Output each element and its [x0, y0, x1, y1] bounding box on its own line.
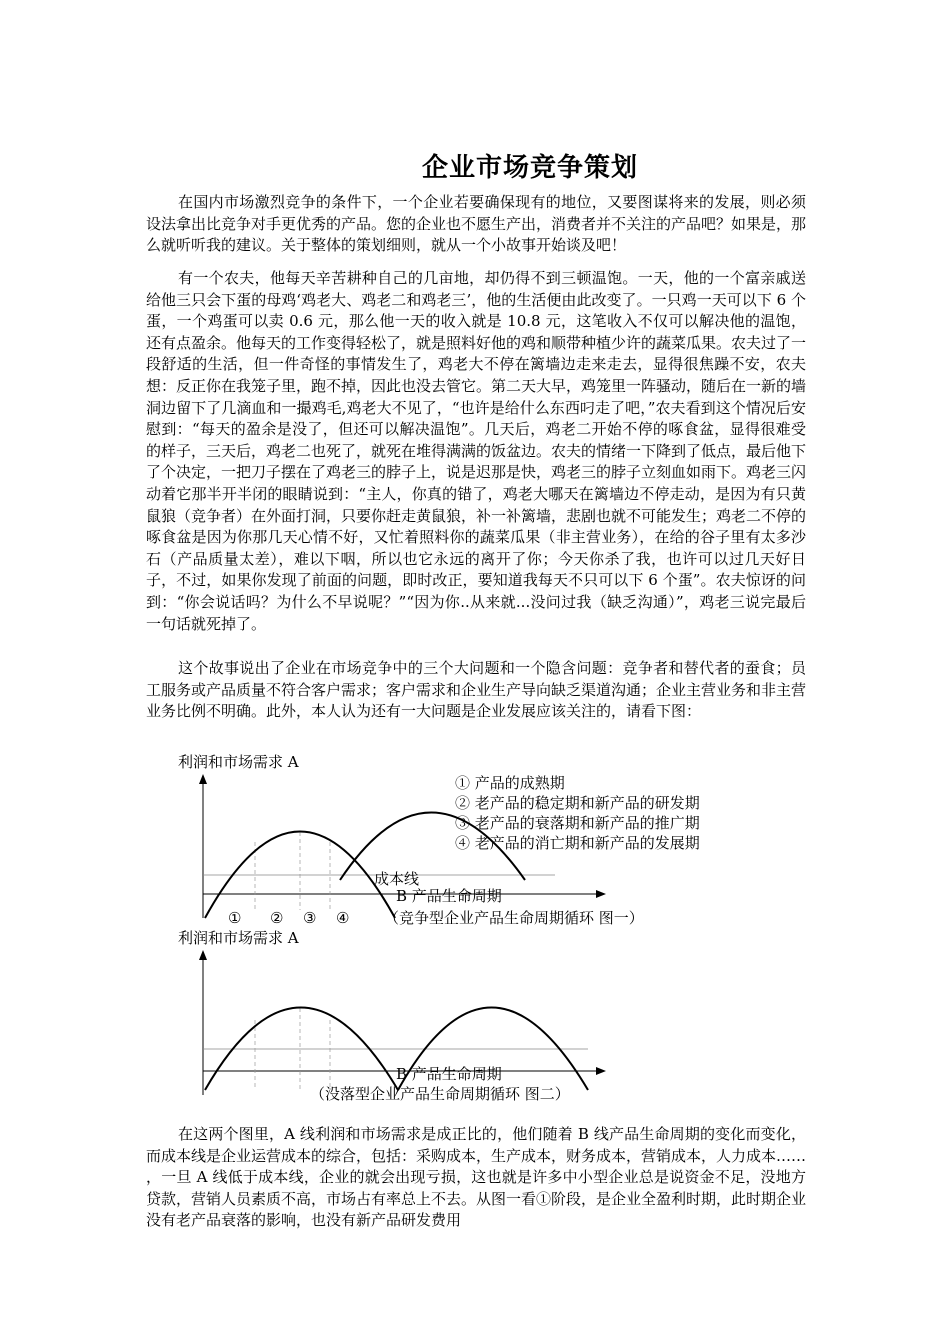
figure1-caption: （竞争型企业产品生命周期循环 图一）: [384, 909, 644, 927]
figure1-legend-4: ④ 老产品的消亡期和新产品的发展期: [455, 834, 700, 852]
figure1-legend-1: ① 产品的成熟期: [455, 774, 565, 792]
figure1-stage-mark-2: ②: [270, 909, 284, 927]
figure1-y-label: 利润和市场需求 A: [178, 753, 299, 771]
figure1-y-arrow: [199, 774, 207, 784]
figure1-legend-3: ③ 老产品的衰落期和新产品的推广期: [455, 814, 700, 832]
figure1-x-arrow: [596, 890, 606, 898]
figure2-y-label: 利润和市场需求 A: [178, 929, 299, 947]
figure2-caption: （没落型企业产品生命周期循环 图二）: [310, 1085, 570, 1103]
figure1-cost-line-label: 成本线: [374, 870, 420, 888]
figure1-legend-2: ② 老产品的稳定期和新产品的研发期: [455, 794, 700, 812]
figure2-x-arrow: [596, 1067, 606, 1075]
figure-2: [178, 929, 606, 1103]
figure1-stage-mark-4: ④: [336, 909, 350, 927]
paragraph-story: 有一个农夫，他每天辛苦耕种自己的几亩地，却仍得不到三顿温饱。一天，他的一个富亲戚送给他三只会下蛋的母鸡‘鸡老大、鸡老二和鸡老三’，他的生活便由此改变了。一只鸡一天可以下 6 个蛋，一个鸡蛋可以卖 0.6 元，那么他一天的收入就是 10.8 元，这笔收入不仅可以解决他的温饱，还有点盈余。他每天的工作变得轻松了，就是照料好他的鸡和顺带种植少许的蔬菜瓜果。农夫过了一段舒适的生活，但一件奇怪的事情发生了，鸡老大不停在篱墙边走来走去，显得很焦躁不安，农夫想：反正你在我笼子里，跑不掉，因此也没去管它。第二天大早，鸡笼里一阵骚动，随后在一新的墙洞边留下了几滴血和一撮鸡毛,鸡老大不见了，“也许是给什么东西叼走了吧，”农夫看到这个情况后安慰到：“每天的盈余是没了，但还可以解决温饱”。几天后，鸡老二开始不停的啄食盆，显得很难受的样子，三天后，鸡老二也死了，就死在堆得满满的饭盆边。农夫的情绪一下降到了低点，最后他下了个决定，一把刀子摆在了鸡老三的脖子上，说是迟那是快，鸡老三的脖子立刻血如雨下。鸡老三闪动着它那半开半闭的眼睛说到：“主人，你真的错了，鸡老大哪天在篱墙边不停走动，是因为有只黄鼠狼（竞争者）在外面打洞，只要你赶走黄鼠狼，补一补篱墙，悲剧也就不可能发生；鸡老二不停的啄食盆是因为你那几天心情不好，又忙着照料你的蔬菜瓜果（非主营业务），在给的谷子里有太多沙石（产品质量太差），难以下咽，所以也它永远的离开了你；今天你杀了我，也许可以过几天好日子，不过，如果你发现了前面的问题，即时改正，要知道我每天不只可以下 6 个蛋”。农夫惊讶的问到：“你会说话吗？为什么不早说呢？”“因为你..从来就...没问过我（缺乏沟通）”，鸡老三说完最后一句话就死掉了。: [146, 269, 807, 633]
paragraph-intro: 在国内市场激烈竞争的条件下，一个企业若要确保现有的地位，又要图谋将来的发展，则必须设法拿出比竞争对手更优秀的产品。您的企业也不愿生产出，消费者并不关注的产品吧？如果是，那么就听听我的建议。关于整体的策划细则，就从一个小故事开始谈及吧！: [146, 193, 807, 255]
figure1-stage-mark-3: ③: [303, 909, 317, 927]
figure1-stage-mark-1: ①: [228, 909, 242, 927]
figure-1: [178, 753, 700, 927]
page-title: 企业市场竞争策划: [421, 153, 638, 183]
lifecycle-figures: [140, 750, 700, 1110]
paragraph-analysis: 在这两个图里，A 线利润和市场需求是成正比的，他们随着 B 线产品生命周期的变化而变化，而成本线是企业运营成本的综合，包括：采购成本，生产成本，财务成本，营销成本，人力成本…… ，一旦 A 线低于成本线，企业的就会出现亏损，这也就是许多中小型企业总是说资金不足，没地方贷款，营销人员素质不高，市场占有率总上不去。从图一看①阶段，是企业全盈利时期，此时期企业没有老产品衰落的影响，也没有新产品研发费用: [146, 1125, 807, 1230]
figure2-y-arrow: [199, 950, 207, 960]
figure1-x-label: B 产品生命周期: [396, 887, 502, 905]
paragraph-problems: 这个故事说出了企业在市场竞争中的三个大问题和一个隐含问题：竞争者和替代者的蚕食；员工服务或产品质量不符合客户需求；客户需求和企业生产导向缺乏渠道沟通；企业主营业务和非主营业务比例不明确。此外，本人认为还有一大问题是企业发展应该关注的，请看下图：: [146, 659, 807, 721]
figure2-x-label: B 产品生命周期: [396, 1065, 502, 1083]
